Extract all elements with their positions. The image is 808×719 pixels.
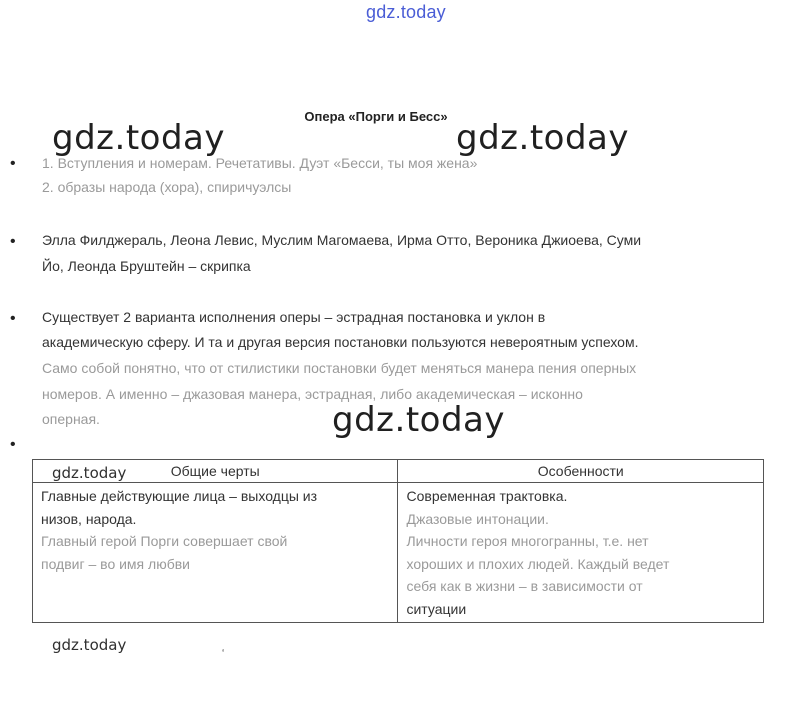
item1-line2: 2. образы народа (хора), спиричуэлсы [42,179,292,195]
features-line-1: Современная трактовка. [406,488,568,504]
watermark-top: gdz.today [366,2,446,22]
item3-line4: номеров. А именно – джазовая манера, эстрадная, либо академическая – исконно [42,386,583,402]
common-line-3: Главный герой Порги совершает свой [41,533,288,549]
watermark-bottom: gdz.today [52,636,127,654]
common-line-4: подвиг – во имя любви [41,555,190,572]
cell-features [398,483,764,623]
cell-common-traits [33,483,398,623]
page-title: Опера «Порги и Бесс» [304,109,448,124]
common-line-1: Главные действующие лица – выходцы из [41,488,318,504]
item3-line1: Существует 2 варианта исполнения оперы – эстрадная постановка и уклон в [42,309,546,325]
features-line-3: Личности героя многогранны, т.е. нет [406,533,649,549]
bullet-2: • [10,233,16,250]
item2-line2: Йо, Леонда Бруштейн – скрипка [42,258,251,274]
stray-mark: ‘ [222,648,225,659]
item1-line1: 1. Вступления и номерам. Речетативы. Дуэт «Бесси, ты моя жена» [42,155,478,171]
watermark-table: gdz.today [52,464,127,482]
features-line-2: Джазовые интонации. [406,510,549,527]
features-line-6: ситуации [406,600,467,617]
watermark-large-center: gdz.today [332,400,505,440]
header-features-label: Особенности [537,463,624,479]
watermark-large-right: gdz.today [456,118,629,158]
bullet-1: • [10,155,16,172]
item2-line1: Элла Филджераль, Леона Левис, Муслим Магомаева, Ирма Отто, Вероника Джиоева, Суми [42,232,642,248]
comparison-table [32,459,764,623]
table-row [33,483,764,623]
item3-line5: оперная. [42,411,100,427]
common-line-2: низов, народа. [41,510,137,527]
item3-line2: академическую сферу. И та и другая версия постановки пользуются невероятным успехом. [42,334,639,350]
features-line-4: хороших и плохих людей. Каждый ведет [406,555,670,572]
item3-line3: Само собой понятно, что от стилистики постановки будет меняться манера пения оперных [42,360,637,376]
bullet-4: • [10,436,16,453]
bullet-3: • [10,310,16,327]
features-line-5: себя как в жизни – в зависимости от [406,578,643,594]
watermark-large-left: gdz.today [52,118,225,158]
table-header-row [33,460,764,483]
header-features [398,460,764,483]
header-common-label: Общие черты [170,463,260,479]
